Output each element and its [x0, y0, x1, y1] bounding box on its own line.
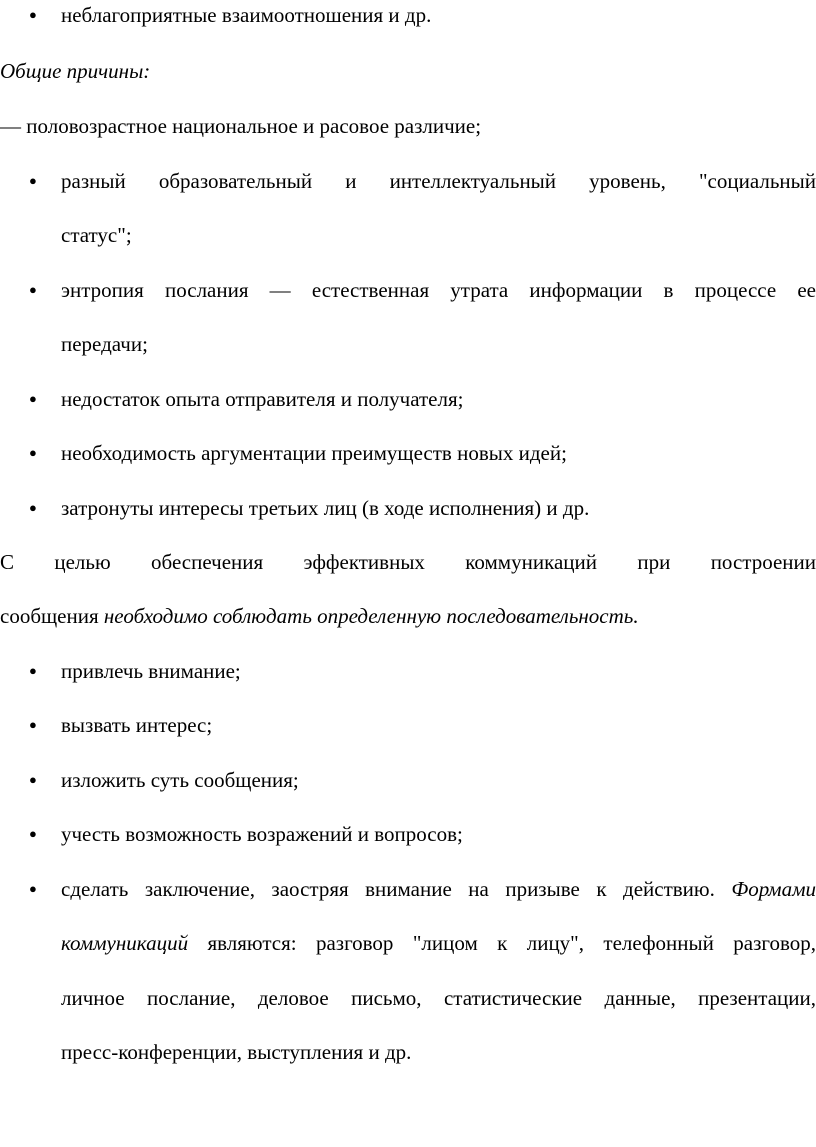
list-item-continuation	[0, 329, 816, 359]
list-item-continuation	[0, 220, 816, 250]
list-item-text	[61, 874, 816, 904]
paragraph-line	[0, 601, 816, 631]
bullet-icon: ●	[29, 173, 37, 188]
list-item-text: передачи;	[61, 332, 148, 356]
dash-item-text: — половозрастное национальное и расовое различие;	[0, 114, 482, 138]
final-item-regular-text: являются: разговор "лицом к лицу", телефонный разговор,	[188, 931, 816, 955]
bullet-icon: ●	[29, 500, 37, 515]
list-item	[0, 0, 816, 30]
list-item	[0, 765, 816, 795]
paragraph-text	[0, 601, 816, 631]
paragraph-italic-text: необходимо соблюдать определенную последовательность.	[103, 604, 639, 628]
list-item	[0, 874, 816, 904]
bullet-icon: ●	[29, 663, 37, 678]
list-item-text: энтропия послания — естественная утрата информации в процессе ее	[61, 278, 816, 302]
dash-item	[0, 111, 816, 141]
list-item	[0, 656, 816, 686]
list-item	[0, 438, 816, 468]
paragraph-regular-text: сообщения	[0, 604, 104, 628]
general-causes-heading: Общие причины:	[0, 59, 151, 83]
list-item-text: статус";	[61, 223, 132, 247]
final-item-italic-text: коммуникаций	[61, 931, 189, 955]
list-item-text: недостаток опыта отправителя и получателя;	[61, 387, 464, 411]
final-item-italic-text: Формами	[731, 877, 816, 901]
bullet-icon: ●	[29, 717, 37, 732]
list-item	[0, 710, 816, 740]
list-item-text: изложить суть сообщения;	[61, 768, 299, 792]
list-item-text: вызвать интерес;	[61, 713, 213, 737]
bullet-icon: ●	[29, 826, 37, 841]
list-item-text: привлечь внимание;	[61, 659, 241, 683]
list-item-text: учесть возможность возражений и вопросов;	[61, 822, 463, 846]
list-item-text: личное послание, деловое письмо, статистические данные, презентации,	[61, 986, 816, 1010]
bullet-icon: ●	[29, 7, 37, 22]
list-item-text: пресс-конференции, выступления и др.	[61, 1040, 412, 1064]
final-item-regular-text: сделать заключение, заостряя внимание на призыве к действию.	[61, 877, 732, 901]
list-item-continuation	[0, 983, 816, 1013]
list-item-text: затронуты интересы третьих лиц (в ходе исполнения) и др.	[61, 496, 590, 520]
list-item-continuation	[0, 1037, 816, 1067]
list-item	[0, 166, 816, 196]
bullet-icon: ●	[29, 772, 37, 787]
bullet-icon: ●	[29, 881, 37, 896]
bullet-icon: ●	[29, 282, 37, 297]
paragraph-line	[0, 547, 816, 577]
bullet-icon: ●	[29, 445, 37, 460]
section-heading	[0, 56, 816, 86]
list-item-text: неблагоприятные взаимоотношения и др.	[61, 3, 432, 27]
list-item	[0, 384, 816, 414]
list-item-text: необходимость аргументации преимуществ новых идей;	[61, 441, 567, 465]
bullet-icon: ●	[29, 391, 37, 406]
list-item-text	[61, 928, 816, 958]
list-item	[0, 819, 816, 849]
list-item	[0, 275, 816, 305]
list-item	[0, 493, 816, 523]
list-item-continuation	[0, 928, 816, 958]
list-item-text: разный образовательный и интеллектуальный уровень, "социальный	[61, 169, 816, 193]
paragraph-text: С целью обеспечения эффективных коммуникаций при построении	[0, 550, 816, 574]
